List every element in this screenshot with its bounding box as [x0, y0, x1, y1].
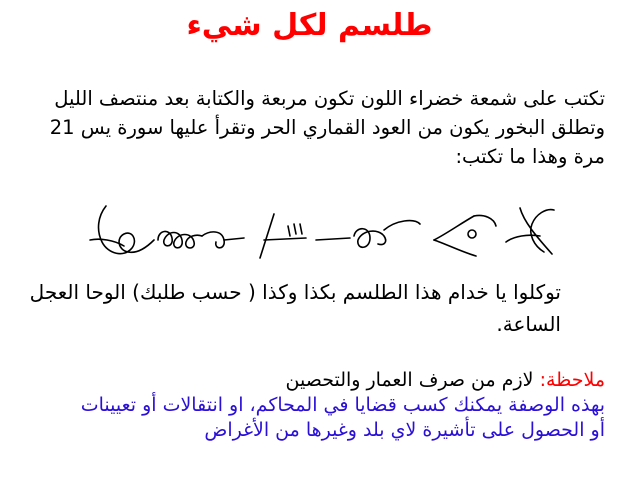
- handwritten-talisman-glyphs-icon: [84, 200, 564, 266]
- intro-line-3: مرة وهذا ما تكتب:: [455, 145, 605, 168]
- instruction-line-1: توكلوا يا خدام هذا الطلسم بكذا وكذا ( حسب طلبك) الوحا العجل: [29, 280, 561, 304]
- note-line-3: أو الحصول على تأشيرة لاي بلد وغيرها من الأغراض: [204, 419, 605, 441]
- intro-line-1: تكتب على شمعة خضراء اللون تكون مربعة والكتابة بعد منتصف الليل: [54, 87, 605, 110]
- glyph-chevron: [434, 215, 496, 256]
- glyph-loops: [158, 231, 244, 248]
- glyph-rightmost: [506, 208, 554, 254]
- page-title: طلسم لكل شيء: [186, 8, 433, 43]
- note-text: لازم من صرف العمار والتحصين: [285, 369, 540, 391]
- intro-paragraph: [10, 84, 605, 171]
- note-label: ملاحظة:: [539, 369, 605, 391]
- note-line-2: بهذه الوصفة يمكنك كسب قضايا في المحاكم، او انتقالات أو تعيينات: [80, 394, 605, 416]
- glyph-line-loop: [316, 221, 420, 248]
- glyph-leftmost: [90, 206, 154, 254]
- intro-line-2: وتطلق البخور يكون من العود القماري الحر وتقرأ عليها سورة يس 21: [49, 116, 605, 139]
- instruction-line-2: الساعة.: [496, 312, 561, 336]
- note-line-1: [10, 368, 605, 393]
- talisman-glyphs: [84, 200, 564, 266]
- glyph-slash: [260, 214, 306, 258]
- note-paragraph: [10, 368, 605, 443]
- instruction-paragraph: [10, 276, 561, 340]
